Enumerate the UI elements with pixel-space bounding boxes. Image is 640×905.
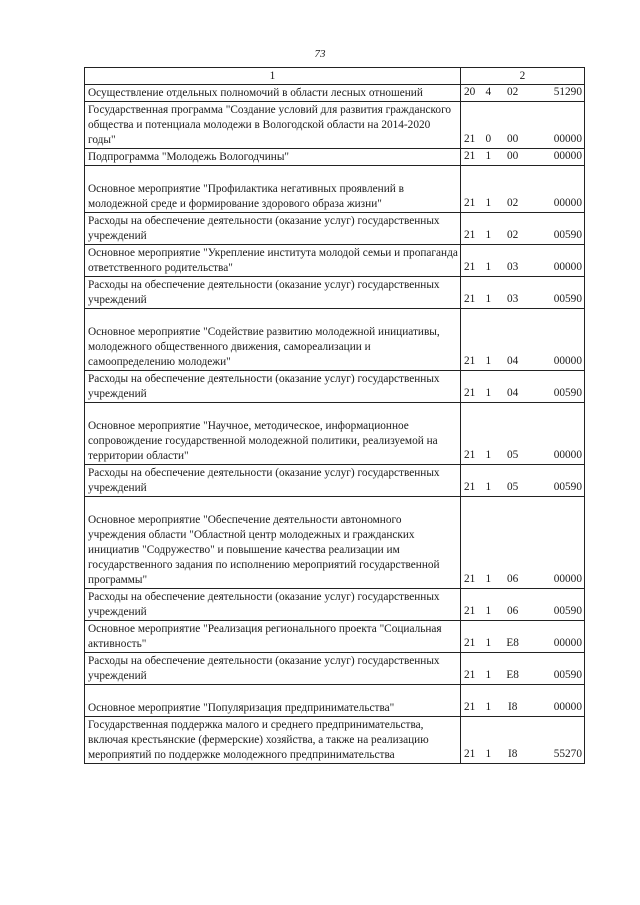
- code-direction: 00590: [553, 605, 582, 617]
- budget-classification-table: [84, 67, 585, 764]
- row-code-cell: [461, 102, 585, 149]
- code-group: 02: [507, 229, 519, 241]
- code-direction: 55270: [553, 748, 582, 760]
- table-row: [85, 102, 585, 149]
- column-header-2: 2: [461, 68, 585, 85]
- row-description-cell: [85, 371, 461, 403]
- code-direction: 00000: [553, 573, 582, 585]
- row-code-cell: [461, 277, 585, 309]
- code-subprogram: 1: [485, 355, 492, 367]
- code-group: 00: [507, 150, 519, 162]
- row-description-cell: [85, 717, 461, 764]
- row-code-cell: [461, 309, 585, 371]
- code-group: 02: [507, 197, 519, 209]
- table-row: [85, 717, 585, 764]
- table-row: [85, 149, 585, 166]
- row-description-cell: [85, 653, 461, 685]
- table-row: [85, 685, 585, 717]
- table-row: [85, 309, 585, 371]
- code-program: 21: [464, 637, 476, 649]
- row-description: Основное мероприятие "Реализация регионального проекта "Социальная активность": [88, 623, 442, 650]
- row-code-cell: [461, 371, 585, 403]
- code-direction: 00000: [553, 261, 582, 273]
- row-code-cell: [461, 685, 585, 717]
- row-description: Расходы на обеспечение деятельности (оказание услуг) государственных учреждений: [88, 467, 440, 494]
- code-direction: 00000: [553, 449, 582, 461]
- code-subprogram: 1: [485, 229, 492, 241]
- code-subprogram: 1: [485, 481, 492, 493]
- row-description-cell: [85, 465, 461, 497]
- code-group: 05: [507, 481, 519, 493]
- code-group: I8: [507, 748, 518, 760]
- table-row: [85, 497, 585, 589]
- row-code-cell: [461, 621, 585, 653]
- code-direction: 00590: [553, 293, 582, 305]
- code-program: 21: [464, 197, 476, 209]
- code-program: 21: [464, 229, 476, 241]
- row-description: Расходы на обеспечение деятельности (оказание услуг) государственных учреждений: [88, 279, 440, 306]
- code-group: 06: [507, 605, 519, 617]
- row-description: Государственная поддержка малого и среднего предпринимательства, включая крестьянские (фермерские) хозяйства, а также на реализацию мероприятий по поддержке молодежного предпринимательства: [88, 719, 429, 761]
- row-description: Расходы на обеспечение деятельности (оказание услуг) государственных учреждений: [88, 591, 440, 618]
- code-group: 00: [507, 133, 519, 145]
- table-row: [85, 465, 585, 497]
- code-subprogram: 1: [485, 748, 492, 760]
- page-number: 73: [314, 48, 326, 60]
- row-description: Основное мероприятие "Обеспечение деятельности автономного учреждения области "Областной центр молодежных и гражданских инициатив "Содружество" и повышение качества реализации им государственного задания по исполнению мероприятий государственной программы": [88, 514, 440, 586]
- table-row: [85, 166, 585, 213]
- table-row: [85, 403, 585, 465]
- code-direction: 00000: [553, 355, 582, 367]
- code-direction: 51290: [553, 86, 582, 98]
- row-description: Подпрограмма "Молодежь Вологодчины": [88, 151, 290, 163]
- code-program: 21: [464, 293, 476, 305]
- row-description: Основное мероприятие "Содействие развитию молодежной инициативы, молодежного общественного движения, самореализации и самоопределению молодежи": [88, 326, 440, 368]
- code-subprogram: 1: [485, 387, 492, 399]
- code-program: 21: [464, 387, 476, 399]
- code-group: I8: [507, 701, 518, 713]
- row-description-cell: [85, 621, 461, 653]
- row-code-cell: [461, 166, 585, 213]
- code-program: 21: [464, 605, 476, 617]
- row-code-cell: [461, 465, 585, 497]
- row-description: Расходы на обеспечение деятельности (оказание услуг) государственных учреждений: [88, 373, 440, 400]
- table-row: [85, 245, 585, 277]
- row-description: Расходы на обеспечение деятельности (оказание услуг) государственных учреждений: [88, 215, 440, 242]
- row-description: Основное мероприятие "Популяризация предпринимательства": [88, 702, 395, 714]
- code-group: E8: [506, 669, 519, 681]
- row-description-cell: [85, 166, 461, 213]
- table-row: [85, 653, 585, 685]
- row-code-cell: [461, 653, 585, 685]
- row-code-cell: [461, 497, 585, 589]
- code-program: 21: [464, 133, 476, 145]
- code-subprogram: 1: [485, 293, 492, 305]
- table-header-row: [85, 68, 585, 85]
- code-program: 21: [464, 449, 476, 461]
- row-code-cell: [461, 213, 585, 245]
- code-subprogram: 1: [485, 669, 492, 681]
- code-program: 21: [464, 355, 476, 367]
- code-direction: 00590: [553, 481, 582, 493]
- code-subprogram: 0: [485, 133, 492, 145]
- row-code-cell: [461, 717, 585, 764]
- code-group: 05: [507, 449, 519, 461]
- code-direction: 00590: [553, 229, 582, 241]
- code-subprogram: 4: [485, 86, 492, 98]
- row-description: Расходы на обеспечение деятельности (оказание услуг) государственных учреждений: [88, 655, 440, 682]
- code-subprogram: 1: [485, 605, 492, 617]
- row-code-cell: [461, 85, 585, 102]
- code-program: 21: [464, 481, 476, 493]
- code-program: 21: [464, 701, 476, 713]
- row-description-cell: [85, 309, 461, 371]
- row-description: Основное мероприятие "Профилактика негативных проявлений в молодежной среде и формирование здорового образа жизни": [88, 183, 404, 210]
- row-description: Осуществление отдельных полномочий в области лесных отношений: [88, 87, 423, 99]
- row-description: Государственная программа "Создание условий для развития гражданского общества и потенциала молодежи в Вологодской области на 2014-2020 годы": [88, 104, 452, 146]
- code-program: 20: [464, 86, 476, 98]
- code-group: 02: [507, 86, 519, 98]
- row-description-cell: [85, 213, 461, 245]
- row-description: Основное мероприятие "Укрепление института молодой семьи и пропаганда ответственного родительства": [88, 247, 458, 274]
- row-description-cell: [85, 85, 461, 102]
- code-subprogram: 1: [485, 573, 492, 585]
- code-subprogram: 1: [485, 701, 492, 713]
- code-subprogram: 1: [485, 150, 492, 162]
- row-description-cell: [85, 277, 461, 309]
- code-direction: 00590: [553, 387, 582, 399]
- code-subprogram: 1: [485, 197, 492, 209]
- code-group: 03: [507, 293, 519, 305]
- table-row: [85, 589, 585, 621]
- code-direction: 00000: [553, 637, 582, 649]
- row-description-cell: [85, 497, 461, 589]
- column-header-1: 1: [85, 68, 461, 85]
- row-description-cell: [85, 685, 461, 717]
- row-description: Основное мероприятие "Научное, методическое, информационное сопровождение государственной молодежной политики, реализуемой на территории области": [88, 420, 438, 462]
- code-group: 04: [507, 387, 519, 399]
- table-row: [85, 621, 585, 653]
- code-direction: 00000: [553, 150, 582, 162]
- code-subprogram: 1: [485, 261, 492, 273]
- code-direction: 00000: [553, 133, 582, 145]
- code-program: 21: [464, 573, 476, 585]
- code-program: 21: [464, 748, 476, 760]
- code-subprogram: 1: [485, 449, 492, 461]
- row-code-cell: [461, 589, 585, 621]
- code-group: 06: [507, 573, 519, 585]
- table-row: [85, 371, 585, 403]
- row-description-cell: [85, 245, 461, 277]
- code-program: 21: [464, 669, 476, 681]
- table-row: [85, 213, 585, 245]
- row-code-cell: [461, 149, 585, 166]
- code-direction: 00000: [553, 701, 582, 713]
- table-row: [85, 277, 585, 309]
- row-code-cell: [461, 403, 585, 465]
- table-row: [85, 85, 585, 102]
- code-direction: 00590: [553, 669, 582, 681]
- row-description-cell: [85, 149, 461, 166]
- code-subprogram: 1: [485, 637, 492, 649]
- code-program: 21: [464, 150, 476, 162]
- code-direction: 00000: [553, 197, 582, 209]
- code-program: 21: [464, 261, 476, 273]
- code-group: E8: [506, 637, 519, 649]
- code-group: 04: [507, 355, 519, 367]
- row-description-cell: [85, 589, 461, 621]
- row-description-cell: [85, 403, 461, 465]
- row-code-cell: [461, 245, 585, 277]
- code-group: 03: [507, 261, 519, 273]
- row-description-cell: [85, 102, 461, 149]
